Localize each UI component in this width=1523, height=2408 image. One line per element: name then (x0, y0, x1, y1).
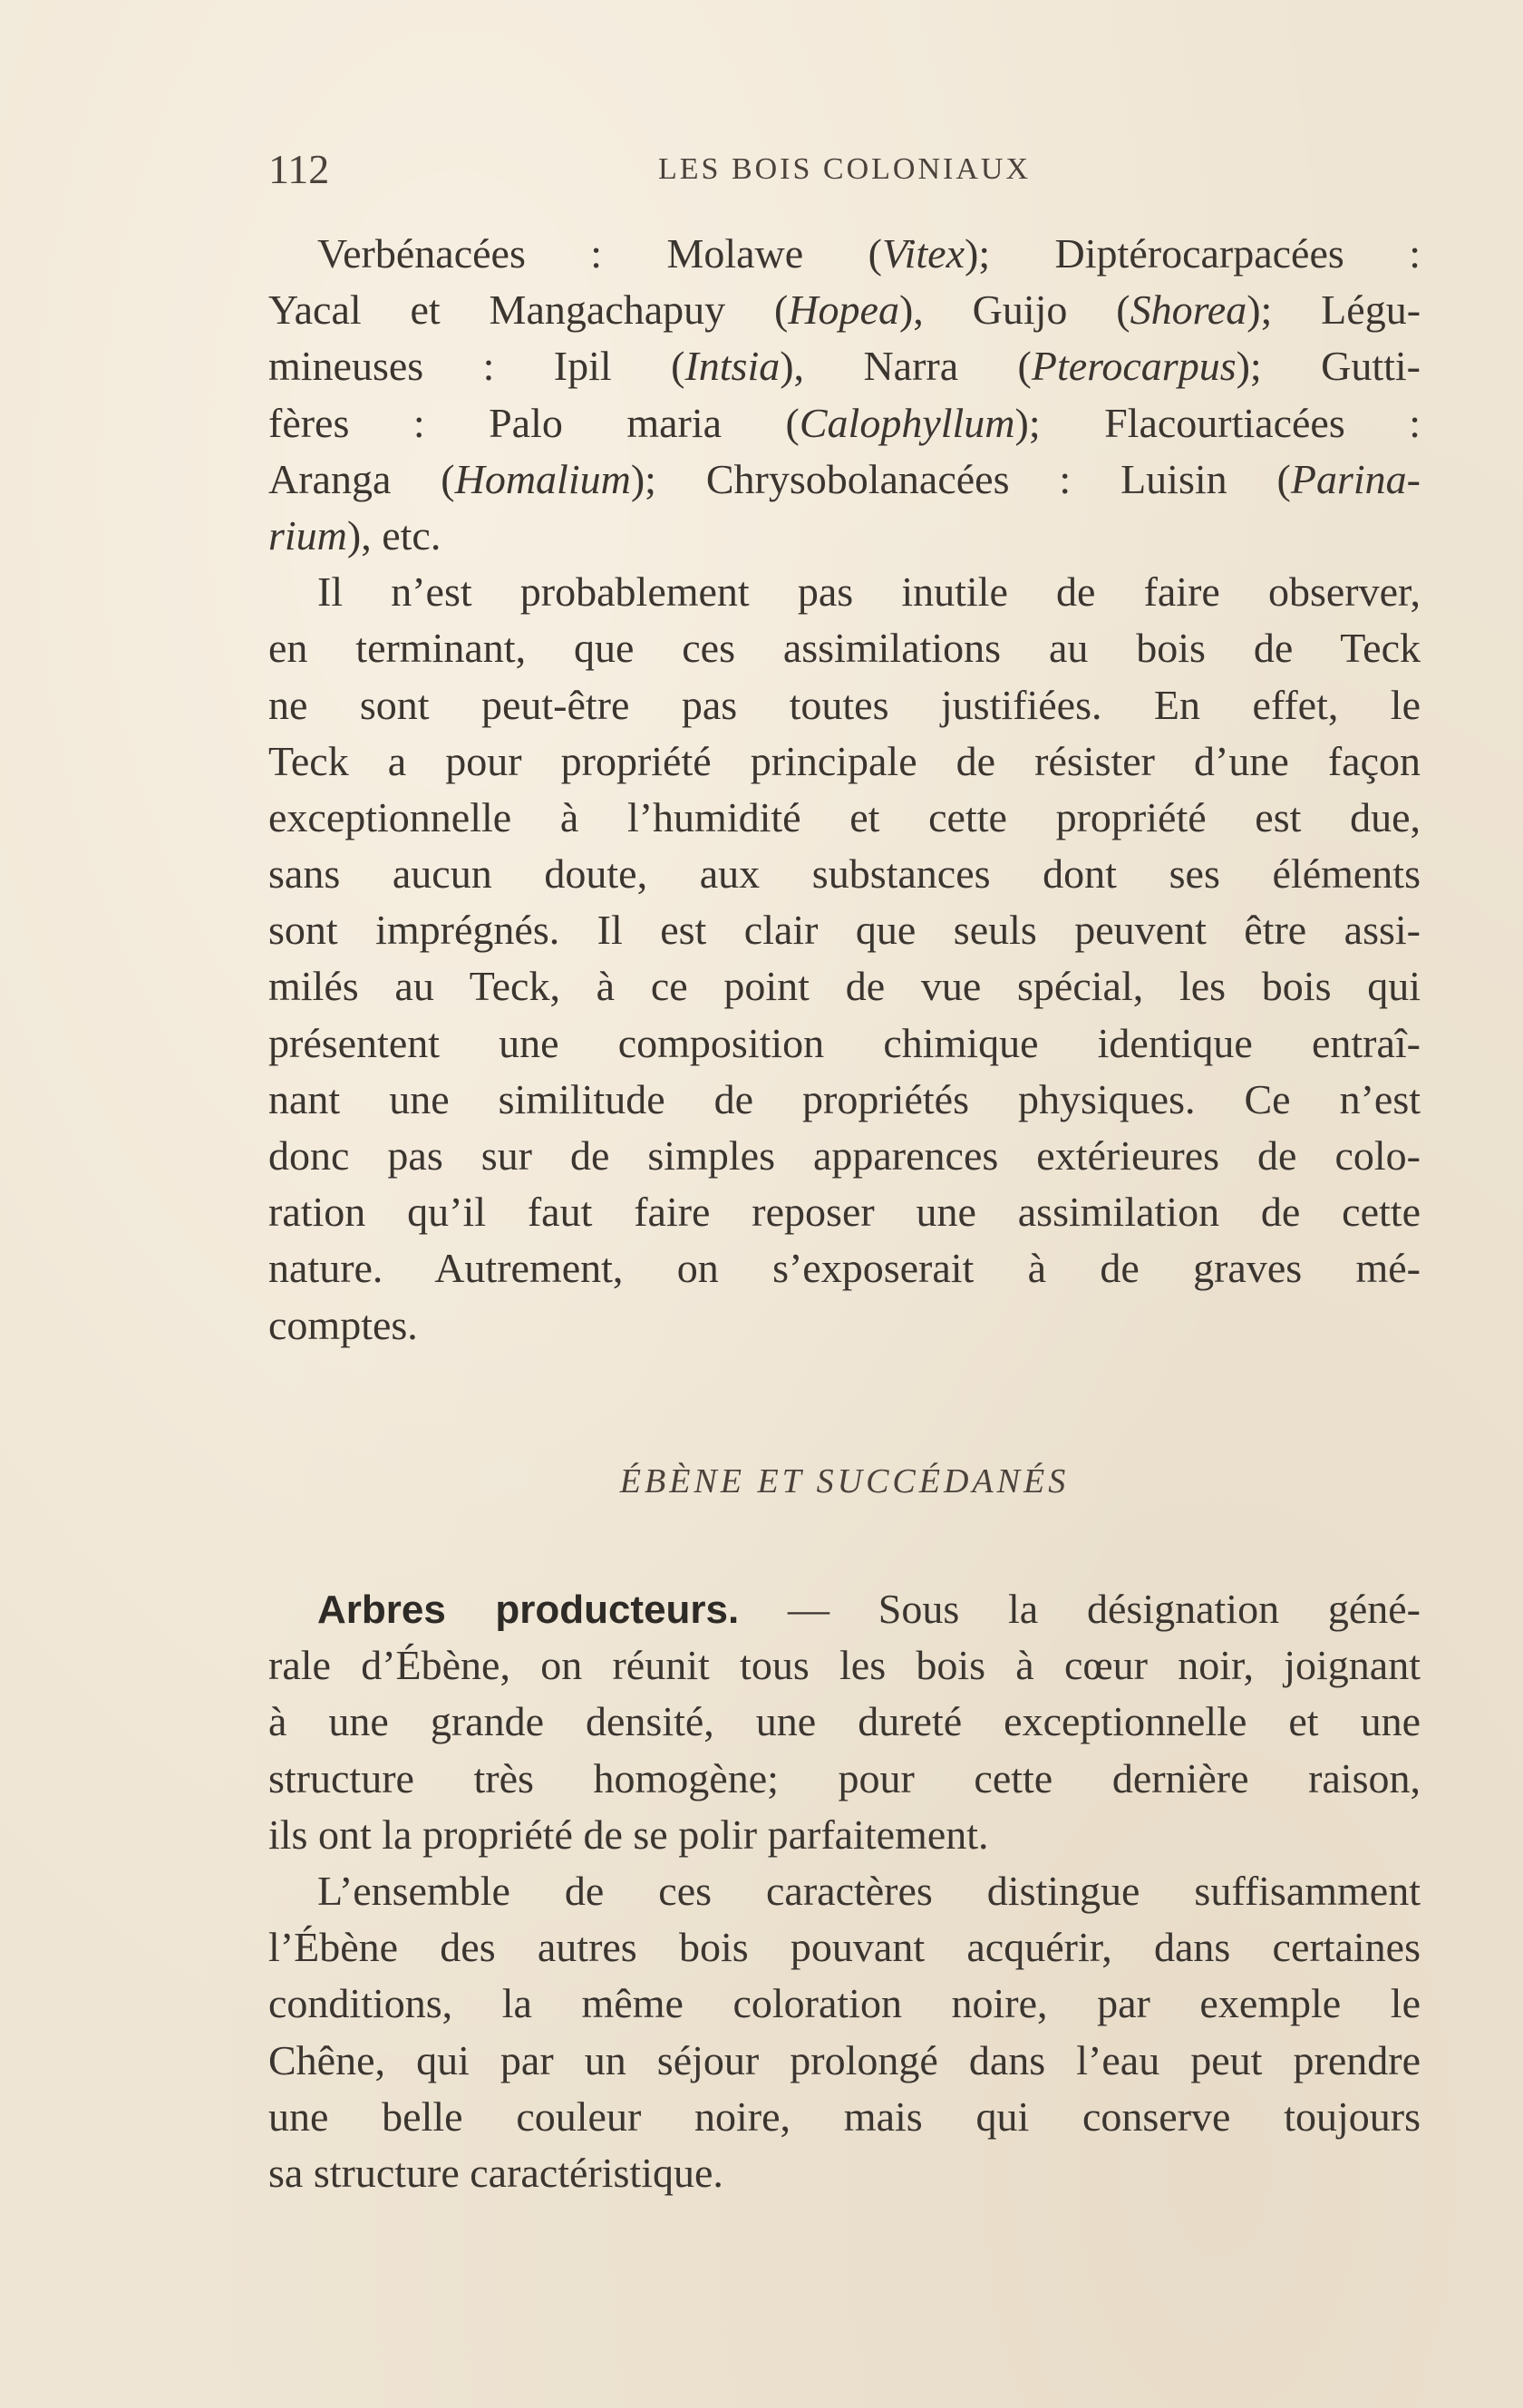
page-number: 112 (268, 146, 330, 192)
text-run: ils ont la propriété de se polir parfaitement. (268, 1811, 989, 1858)
text-run: Aranga ( (268, 455, 455, 502)
text-line (268, 2033, 1421, 2089)
italic-term: rium (268, 511, 347, 558)
text-run: milés au Teck, à ce point de vue spécial, les bois qui (268, 963, 1421, 1010)
text-run: comptes. (268, 1301, 418, 1348)
text-run: ); Diptérocarpacées : (965, 230, 1421, 277)
text-run: nature. Autrement, on s’exposerait à de graves mé- (268, 1245, 1421, 1292)
text-line (268, 1128, 1421, 1184)
text-line (268, 620, 1421, 676)
italic-term: Vitex (881, 230, 965, 277)
text-line (268, 1297, 1421, 1354)
text-line (268, 846, 1421, 902)
text-line (268, 508, 1421, 564)
text-run: — Sous la désignation géné- (739, 1586, 1421, 1632)
run-in-heading: Arbres producteurs. (317, 1588, 740, 1632)
text-run: sont imprégnés. Il est clair que seuls peuvent être assi- (268, 907, 1421, 954)
text-line (268, 1976, 1421, 2032)
text-run: ); Chrysobolanacées : Luisin ( (630, 455, 1291, 502)
italic-term: Homalium (454, 455, 631, 502)
text-line (268, 902, 1421, 958)
text-line (268, 733, 1421, 790)
text-line (268, 1184, 1421, 1240)
italic-term: Pterocarpus (1031, 343, 1237, 390)
text-line (268, 1581, 1421, 1637)
text-line (268, 452, 1421, 508)
text-run: sans aucun doute, aux substances dont ses éléments (268, 850, 1421, 898)
text-run: fères : Palo maria ( (268, 399, 800, 446)
italic-term: Shorea (1130, 286, 1247, 334)
text-line (268, 1807, 1421, 1863)
text-line (268, 1240, 1421, 1296)
text-run: ), Narra ( (780, 343, 1032, 390)
text-line (268, 1015, 1421, 1072)
text-run: ); Flacourtiacées : (1014, 399, 1421, 446)
text-line (268, 677, 1421, 733)
italic-term: Intsia (684, 343, 781, 390)
italic-term: Hopea (788, 286, 899, 334)
text-line (268, 395, 1421, 452)
text-run: Yacal et Mangachapuy ( (268, 286, 789, 334)
text-run: ne sont peut-être pas toutes justifiées. En effet, le (268, 681, 1421, 728)
text-line (268, 282, 1421, 338)
text-run: l’Ébène des autres bois pouvant acquérir, dans certaines (268, 1924, 1421, 1971)
text-run: présentent une composition chimique identique entraî- (268, 1019, 1421, 1066)
text-line (268, 1863, 1421, 1919)
text-run: Teck a pour propriété principale de résister d’une façon (268, 737, 1421, 784)
text-line (268, 1637, 1421, 1694)
text-run: ); Légu- (1247, 286, 1421, 334)
text-run: sa structure caractéristique. (268, 2149, 723, 2196)
text-run: en terminant, que ces assimilations au bois de Teck (268, 625, 1421, 672)
text-run: ); Gutti- (1236, 343, 1421, 390)
text-run: Verbénacées : Molawe ( (317, 230, 882, 277)
text-run: à une grande densité, une dureté exceptionnelle et une (268, 1698, 1421, 1745)
text-run: rale d’Ébène, on réunit tous les bois à cœur noir, joignant (268, 1642, 1421, 1689)
text-run: conditions, la même coloration noire, par exemple le (268, 1980, 1421, 2027)
body-text-bottom (268, 1581, 1421, 2201)
text-run: structure très homogène; pour cette dernière raison, (268, 1754, 1421, 1801)
text-line (268, 226, 1421, 282)
text-line (268, 2145, 1421, 2201)
italic-term: Calophyllum (799, 399, 1015, 446)
text-run: ration qu’il faut faire reposer une assimilation de cette (268, 1189, 1421, 1236)
text-line (268, 1694, 1421, 1750)
text-line (268, 564, 1421, 620)
text-run: exceptionnelle à l’humidité et cette propriété est due, (268, 793, 1421, 840)
text-run: une belle couleur noire, mais qui conserve toujours (268, 2092, 1421, 2140)
text-line (268, 1919, 1421, 1976)
body-text-top (268, 226, 1421, 1354)
running-head (268, 145, 1421, 196)
text-run: Il n’est probablement pas inutile de faire observer, (317, 568, 1421, 616)
running-title: LES BOIS COLONIAUX (658, 152, 1031, 186)
italic-term: Parina- (1290, 455, 1421, 502)
text-run: L’ensemble de ces caractères distingue suffisamment (317, 1867, 1421, 1914)
text-run: ), etc. (346, 511, 441, 558)
section-heading: ÉBÈNE ET SUCCÉDANÉS (619, 1462, 1070, 1500)
text-run: donc pas sur de simples apparences extérieures de colo- (268, 1132, 1421, 1179)
text-line (268, 958, 1421, 1015)
text-line (268, 2089, 1421, 2145)
text-run: ), Guijo ( (898, 286, 1130, 334)
text-line (268, 1751, 1421, 1807)
text-line (268, 338, 1421, 394)
text-run: Chêne, qui par un séjour prolongé dans l’eau peut prendre (268, 2036, 1421, 2083)
text-run: nant une similitude de propriétés physiques. Ce n’est (268, 1075, 1421, 1122)
text-run: mineuses : Ipil ( (268, 343, 685, 390)
text-line (268, 1072, 1421, 1128)
text-line (268, 790, 1421, 846)
